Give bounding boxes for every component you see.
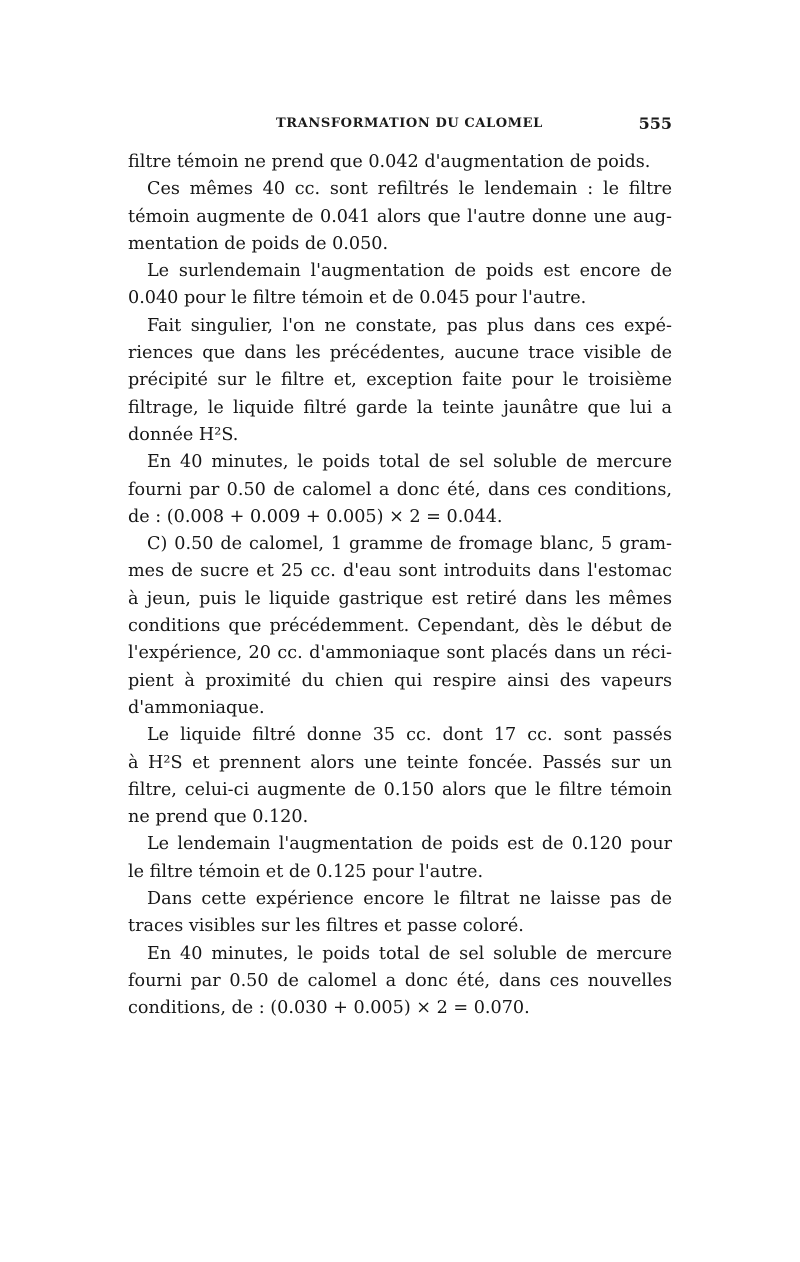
text-line: d'ammoniaque.: [128, 697, 265, 718]
text-line: En 40 minutes, le poids total de sel soluble de mercure: [147, 452, 672, 473]
text-line: l'expérience, 20 cc. d'ammoniaque sont placés dans un réci-: [128, 643, 672, 664]
text-line: traces visibles sur les filtres et passe coloré.: [128, 916, 524, 937]
text-line: Le surlendemain l'augmentation de poids est encore de: [147, 261, 672, 282]
text-line: à H²S et prennent alors une teinte foncée. Passés sur un: [128, 752, 672, 773]
text-line: Fait singulier, l'on ne constate, pas plus dans ces expé-: [147, 315, 672, 336]
page-number: 555: [638, 114, 672, 133]
text-line: ne prend que 0.120.: [128, 807, 309, 828]
body-text: [128, 149, 672, 1023]
text-line: riences que dans les précédentes, aucune trace visible de: [128, 343, 672, 364]
text-line: précipité sur le filtre et, exception faite pour le troisième: [128, 370, 672, 391]
text-line: conditions que précédemment. Cependant, dès le début de: [128, 616, 672, 637]
text-line: Le lendemain l'augmentation de poids est de 0.120 pour: [147, 834, 672, 855]
text-line: filtre, celui-ci augmente de 0.150 alors que le filtre témoin: [128, 779, 672, 800]
page-header: [132, 116, 672, 140]
text-line: pient à proximité du chien qui respire ainsi des vapeurs: [128, 670, 672, 691]
text-line: Ces mêmes 40 cc. sont refiltrés le lendemain : le filtre: [147, 179, 672, 200]
text-line: En 40 minutes, le poids total de sel soluble de mercure: [147, 943, 672, 964]
text-line: fourni par 0.50 de calomel a donc été, dans ces conditions,: [128, 479, 672, 500]
text-line: donnée H²S.: [128, 424, 239, 445]
text-line: Dans cette expérience encore le filtrat ne laisse pas de: [147, 889, 672, 910]
text-line: mes de sucre et 25 cc. d'eau sont introduits dans l'estomac: [128, 561, 672, 582]
running-title: TRANSFORMATION DU CALOMEL: [276, 116, 543, 131]
text-line: le filtre témoin et de 0.125 pour l'autre.: [128, 861, 484, 882]
text-line: 0.040 pour le filtre témoin et de 0.045 pour l'autre.: [128, 288, 587, 309]
text-line: conditions, de : (0.030 + 0.005) × 2 = 0.070.: [128, 998, 530, 1019]
text-line: filtrage, le liquide filtré garde la teinte jaunâtre que lui a: [128, 397, 672, 418]
text-line: C) 0.50 de calomel, 1 gramme de fromage blanc, 5 gram-: [147, 534, 672, 555]
text-line: à jeun, puis le liquide gastrique est retiré dans les mêmes: [128, 588, 672, 609]
text-line: mentation de poids de 0.050.: [128, 233, 389, 254]
text-line: témoin augmente de 0.041 alors que l'autre donne une aug-: [128, 206, 672, 227]
text-line: filtre témoin ne prend que 0.042 d'augmentation de poids.: [128, 152, 651, 172]
text-line: Le liquide filtré donne 35 cc. dont 17 cc. sont passés: [147, 725, 672, 746]
text-line: fourni par 0.50 de calomel a donc été, dans ces nouvelles: [128, 970, 672, 991]
text-line: de : (0.008 + 0.009 + 0.005) × 2 = 0.044.: [128, 506, 503, 527]
